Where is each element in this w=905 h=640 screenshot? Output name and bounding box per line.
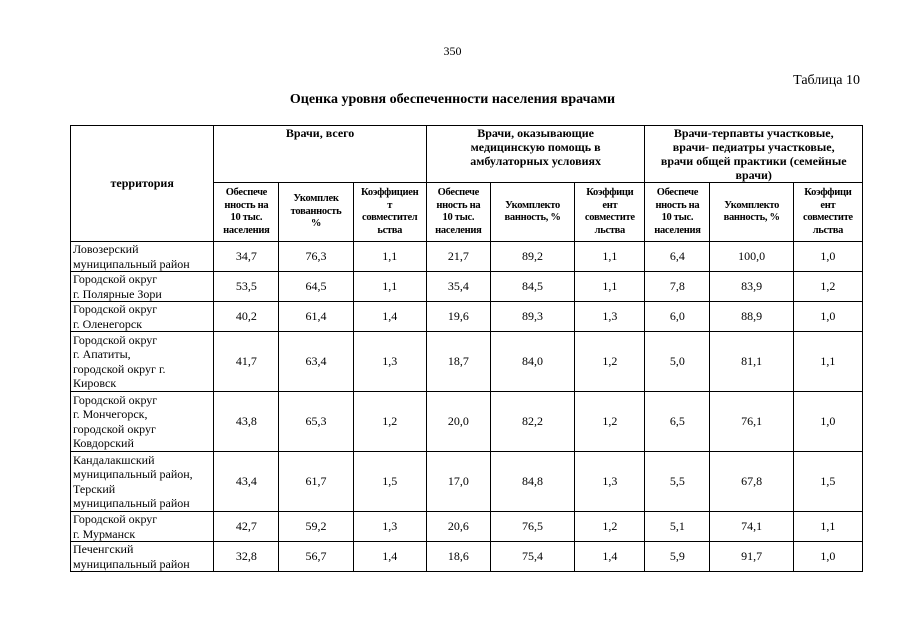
- table-cell: 89,2: [490, 242, 574, 272]
- table-row: [71, 542, 863, 572]
- territory-name: [71, 302, 214, 332]
- table-body: [71, 242, 863, 572]
- text-line: совместите: [584, 212, 635, 223]
- table-cell: 1,2: [793, 272, 862, 302]
- table-cell: 17,0: [426, 452, 490, 512]
- territory-name: [71, 452, 214, 512]
- text-line: Городской округ: [73, 272, 158, 286]
- table-cell: 100,0: [710, 242, 793, 272]
- table-cell: 32,8: [214, 542, 279, 572]
- table-cell: 1,1: [793, 332, 862, 392]
- table-cell: 1,4: [575, 542, 645, 572]
- table-cell: 1,1: [575, 272, 645, 302]
- group-header: [645, 126, 863, 183]
- table-cell: 1,1: [793, 512, 862, 542]
- subheader-staffing: [490, 183, 574, 242]
- doctors-provision-table: [70, 125, 863, 572]
- table-cell: 76,3: [279, 242, 353, 272]
- subheader-coefficient: [353, 183, 426, 242]
- text-line: Городской округ: [73, 392, 158, 407]
- text-line: %: [310, 218, 322, 230]
- text-line: т: [387, 199, 393, 211]
- text-line: совместите: [803, 212, 853, 223]
- table-cell: 43,8: [214, 392, 279, 452]
- table-cell: 40,2: [214, 302, 279, 332]
- text-line: нность на: [436, 199, 481, 211]
- table-cell: 76,1: [710, 392, 793, 452]
- table-cell: 1,2: [575, 512, 645, 542]
- table-cell: 84,0: [490, 332, 574, 392]
- text-line: Укомплекто: [505, 199, 560, 211]
- table-cell: 1,4: [353, 542, 426, 572]
- text-line: нность на: [224, 199, 269, 211]
- table-cell: 5,5: [645, 452, 710, 512]
- table-title: Оценка уровня обеспеченности населения врачами: [289, 92, 616, 107]
- subheader-provision: [645, 183, 710, 242]
- text-line: Укомплекто: [724, 199, 780, 211]
- table-cell: 19,6: [426, 302, 490, 332]
- text-line: Коэффици: [804, 187, 852, 198]
- table-cell: 1,5: [793, 452, 862, 512]
- territory-name: [71, 512, 214, 542]
- table-cell: 1,3: [575, 452, 645, 512]
- table-cell: 65,3: [279, 392, 353, 452]
- subheader-staffing: [710, 183, 793, 242]
- table-cell: 6,4: [645, 242, 710, 272]
- table-row: [71, 512, 863, 542]
- text-line: Врачи, оказывающие: [477, 126, 595, 140]
- page-number: 350: [443, 44, 462, 58]
- text-line: нность на: [655, 199, 700, 211]
- table-cell: 34,7: [214, 242, 279, 272]
- text-line: городской округ г.: [73, 361, 166, 376]
- text-line: Укомплек: [293, 193, 339, 205]
- text-line: врачи): [735, 168, 772, 182]
- text-line: 10 тыс.: [230, 212, 263, 223]
- text-line: 10 тыс.: [661, 212, 694, 223]
- text-line: населения: [223, 224, 270, 236]
- table-cell: 1,5: [353, 452, 426, 512]
- text-line: муниципальный район: [73, 556, 190, 571]
- table-cell: 83,9: [710, 272, 793, 302]
- territory-name: [71, 332, 214, 392]
- subheader-staffing: [279, 183, 353, 242]
- text-line: Ковдорский: [73, 436, 134, 450]
- table-cell: 74,1: [710, 512, 793, 542]
- text-line: Обеспече: [656, 187, 699, 198]
- text-line: Печенгский: [73, 542, 134, 556]
- table-cell: 35,4: [426, 272, 490, 302]
- table-cell: 61,7: [279, 452, 353, 512]
- text-line: врачи общей практики (семейные: [660, 154, 847, 168]
- text-line: Коэффициен: [361, 187, 419, 198]
- table-cell: 59,2: [279, 512, 353, 542]
- table-cell: 6,0: [645, 302, 710, 332]
- table-cell: 82,2: [490, 392, 574, 452]
- table-cell: 20,0: [426, 392, 490, 452]
- table-cell: 1,3: [353, 332, 426, 392]
- text-line: Городской округ: [73, 332, 158, 347]
- table-row: [71, 392, 863, 452]
- text-line: муниципальный район,: [73, 467, 193, 481]
- table-cell: 1,2: [575, 332, 645, 392]
- table-cell: 43,4: [214, 452, 279, 512]
- subheader-coefficient: [793, 183, 862, 242]
- table-cell: 21,7: [426, 242, 490, 272]
- text-line: г. Мурманск: [73, 526, 136, 541]
- table-row: [71, 302, 863, 332]
- text-line: ент: [602, 199, 618, 211]
- text-line: г. Апатиты,: [73, 347, 131, 361]
- table-cell: 64,5: [279, 272, 353, 302]
- text-line: г. Полярные Зори: [73, 286, 162, 301]
- table-cell: 41,7: [214, 332, 279, 392]
- table-cell: 42,7: [214, 512, 279, 542]
- text-line: ванность, %: [723, 212, 780, 223]
- text-line: тованность: [290, 205, 342, 217]
- subheader-provision: [426, 183, 490, 242]
- table-cell: 91,7: [710, 542, 793, 572]
- table-cell: 18,7: [426, 332, 490, 392]
- text-line: населения: [654, 224, 701, 236]
- text-line: Кандалакшский: [73, 452, 155, 467]
- text-line: муниципальный район: [73, 256, 190, 271]
- table-cell: 1,3: [575, 302, 645, 332]
- text-line: г. Мончегорск,: [73, 407, 148, 421]
- territory-name: [71, 542, 214, 572]
- table-cell: 1,2: [575, 392, 645, 452]
- table-row: [71, 272, 863, 302]
- table-row: [71, 332, 863, 392]
- header-row-groups: [71, 126, 863, 183]
- text-line: г. Оленегорск: [73, 316, 143, 331]
- table-cell: 1,2: [353, 392, 426, 452]
- table-cell: 1,0: [793, 242, 862, 272]
- text-line: медицинскую помощь в: [470, 140, 601, 154]
- text-line: льства: [812, 224, 844, 236]
- text-line: Обеспече: [225, 187, 268, 198]
- table-cell: 84,5: [490, 272, 574, 302]
- table-cell: 1,0: [793, 392, 862, 452]
- subheader-provision: [214, 183, 279, 242]
- table-cell: 1,3: [353, 512, 426, 542]
- table-cell: 1,1: [353, 272, 426, 302]
- text-line: муниципальный район: [73, 496, 190, 510]
- table-cell: 1,4: [353, 302, 426, 332]
- table-cell: 6,5: [645, 392, 710, 452]
- text-line: амбулаторных условиях: [470, 154, 601, 168]
- table-cell: 75,4: [490, 542, 574, 572]
- table-cell: 18,6: [426, 542, 490, 572]
- group-header: [214, 126, 426, 183]
- text-line: Врачи, всего: [285, 126, 355, 140]
- table-cell: 53,5: [214, 272, 279, 302]
- table-cell: 84,8: [490, 452, 574, 512]
- table-cell: 1,0: [793, 302, 862, 332]
- table-cell: 88,9: [710, 302, 793, 332]
- table-cell: 1,1: [575, 242, 645, 272]
- table-cell: 76,5: [490, 512, 574, 542]
- territory-name: [71, 242, 214, 272]
- table-cell: 61,4: [279, 302, 353, 332]
- text-line: Ловозерский: [73, 242, 139, 256]
- text-line: ванность, %: [504, 212, 561, 223]
- table-cell: 67,8: [710, 452, 793, 512]
- text-line: Коэффици: [586, 187, 634, 198]
- text-line: Городской округ: [73, 302, 158, 316]
- table-cell: 20,6: [426, 512, 490, 542]
- territory-header: территория: [71, 126, 214, 242]
- table-cell: 56,7: [279, 542, 353, 572]
- text-line: Терский: [73, 481, 116, 496]
- table-cell: 89,3: [490, 302, 574, 332]
- table-cell: 5,1: [645, 512, 710, 542]
- table-cell: 63,4: [279, 332, 353, 392]
- territory-name: [71, 392, 214, 452]
- text-line: ент: [820, 199, 836, 211]
- table-cell: 5,0: [645, 332, 710, 392]
- text-line: льства: [594, 224, 625, 236]
- group-header: [426, 126, 645, 183]
- table-cell: 5,9: [645, 542, 710, 572]
- text-line: Обеспече: [437, 187, 480, 198]
- table-cell: 81,1: [710, 332, 793, 392]
- text-line: 10 тыс.: [442, 212, 475, 223]
- text-line: Кировск: [73, 376, 117, 390]
- text-line: Врачи-терпавты участковые,: [673, 126, 834, 140]
- text-line: Городской округ: [73, 512, 158, 526]
- table-cell: 7,8: [645, 272, 710, 302]
- table-row: [71, 242, 863, 272]
- subheader-coefficient: [575, 183, 645, 242]
- text-line: совместител: [362, 212, 418, 223]
- table-row: [71, 452, 863, 512]
- territory-name: [71, 272, 214, 302]
- text-line: врачи- педиатры участковые,: [672, 140, 835, 154]
- text-line: населения: [435, 224, 482, 236]
- text-line: ьства: [377, 224, 403, 236]
- text-line: городской округ: [73, 421, 156, 436]
- table-label: Таблица 10: [793, 73, 860, 88]
- table-cell: 1,1: [353, 242, 426, 272]
- table-cell: 1,0: [793, 542, 862, 572]
